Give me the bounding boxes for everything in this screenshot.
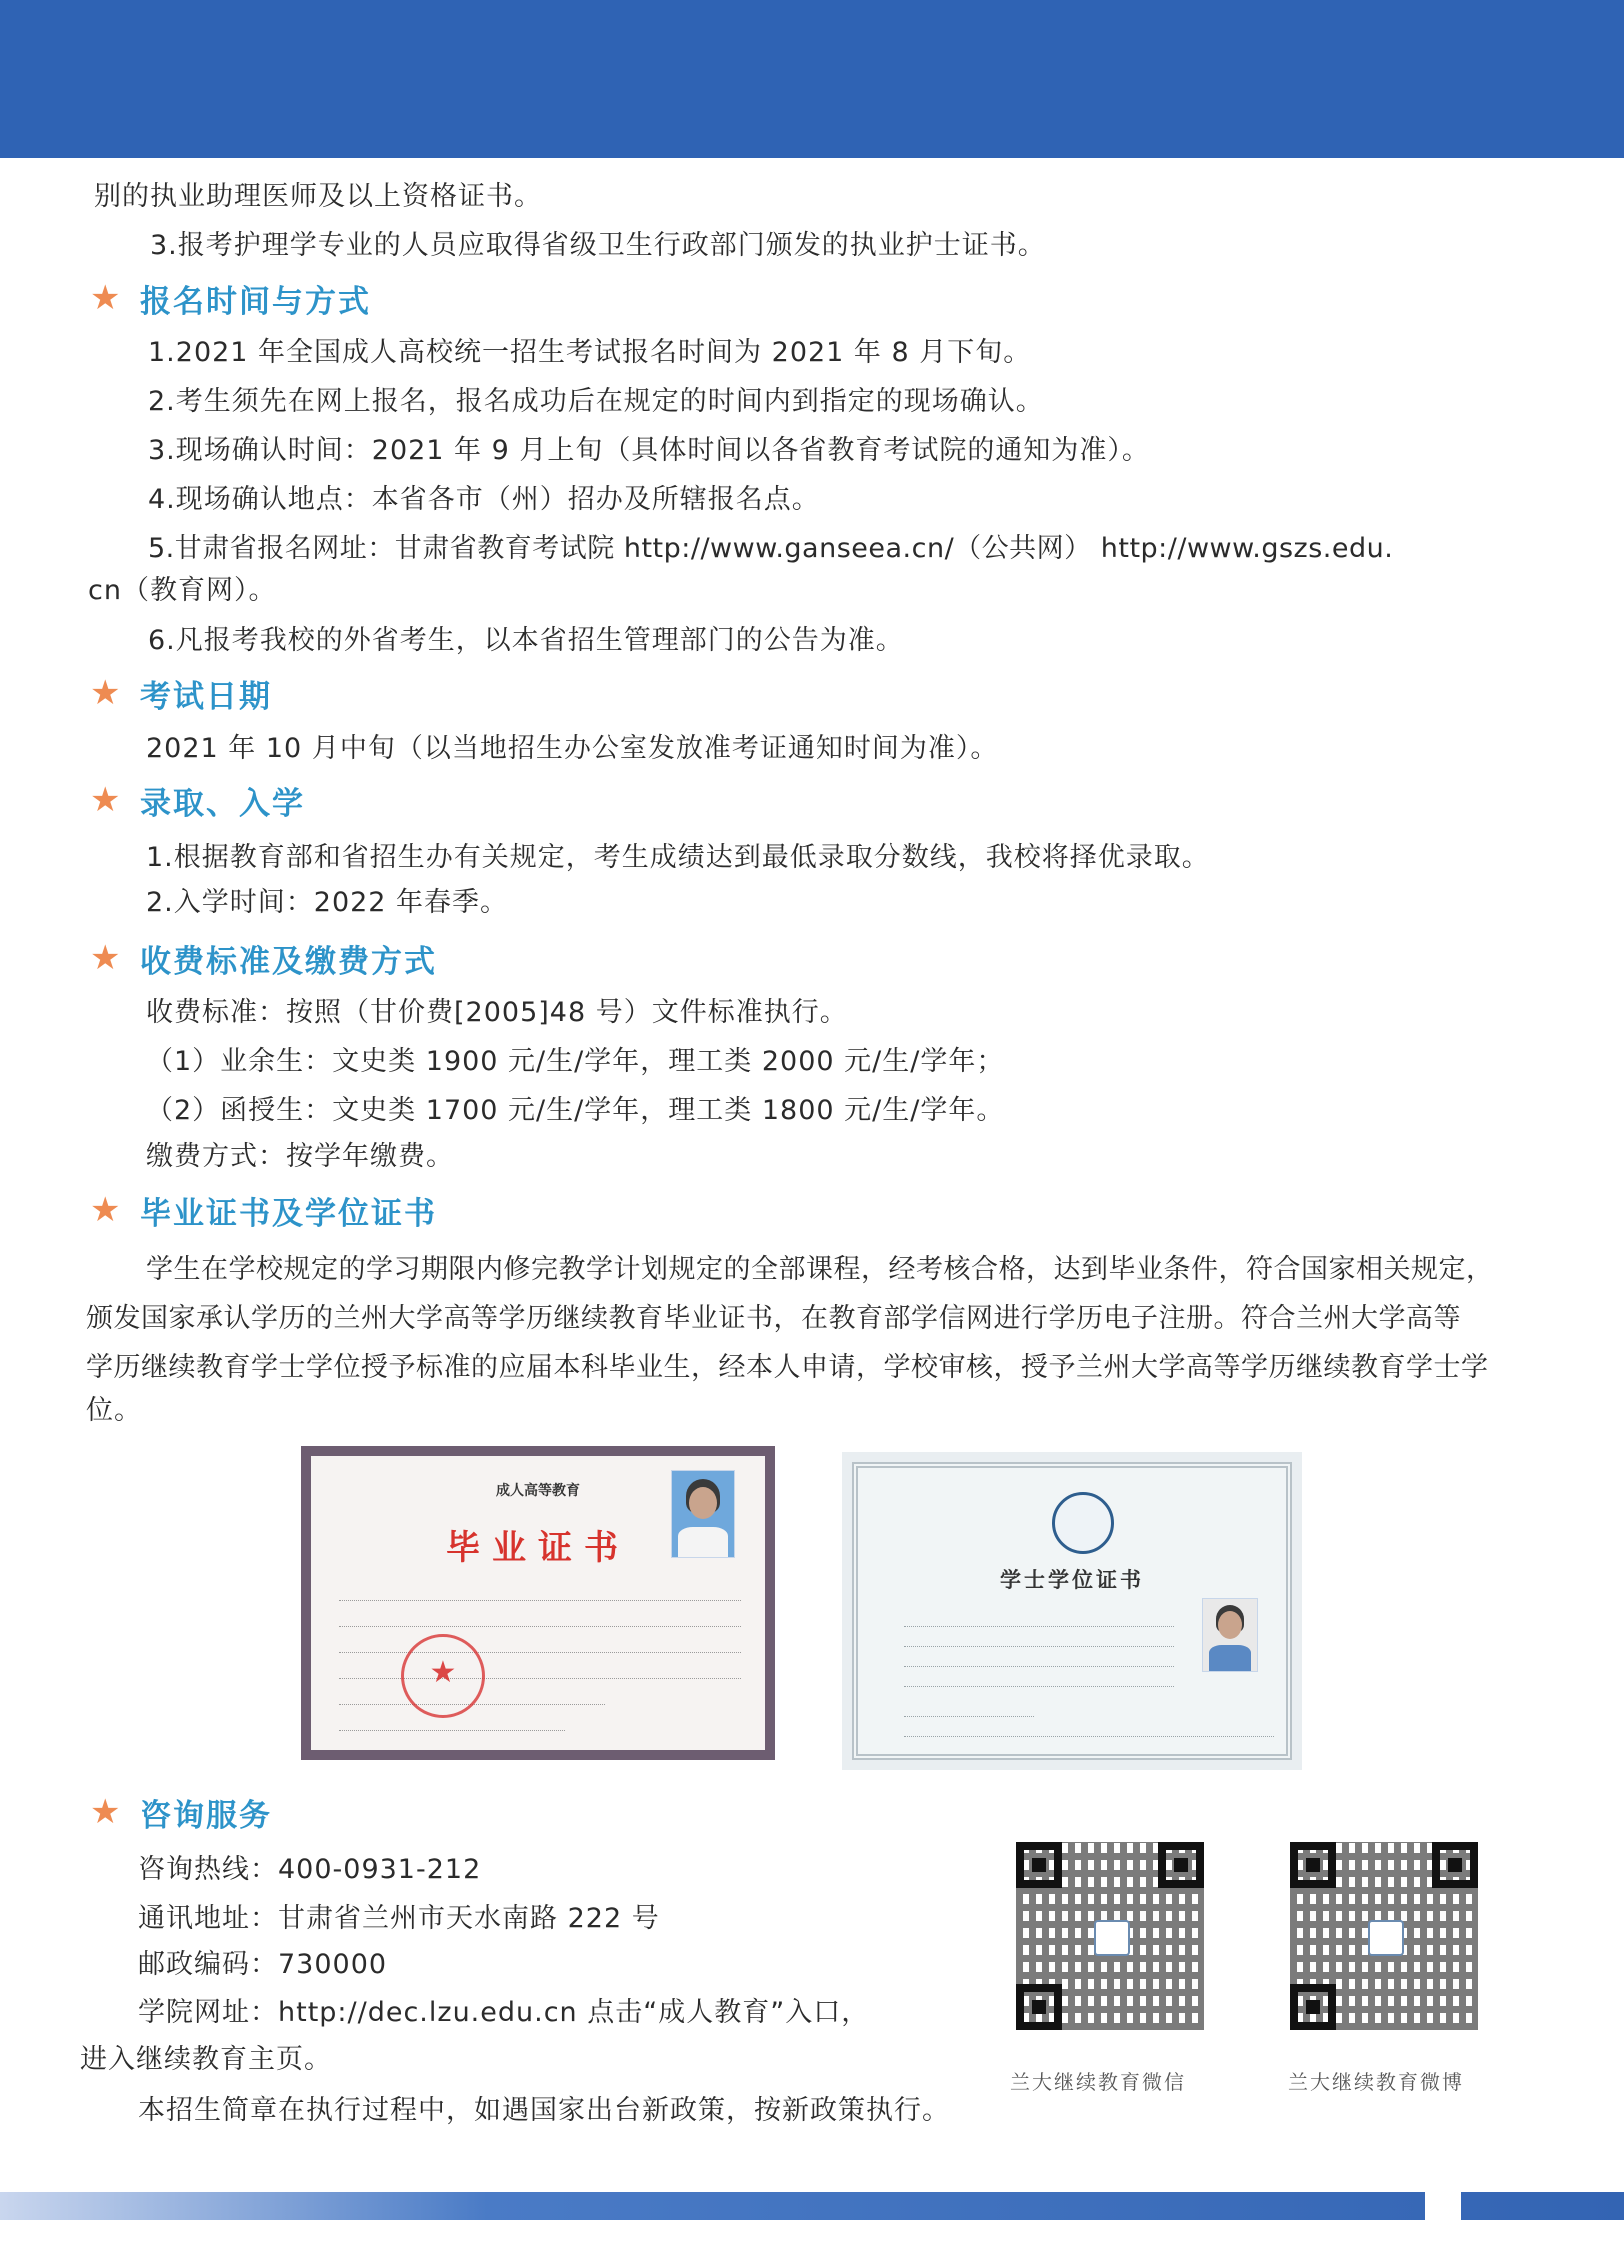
website-text: 学院网址：http://dec.lzu.edu.cn 点击“成人教育”入口， [138,1997,870,2028]
text-line: 1.根据教育部和省招生办有关规定，考生成绩达到最低录取分数线，我校将择优录取。 [146,842,1210,873]
star-icon: ★ [90,1792,121,1832]
text-line: （1）业余生：文史类 1900 元/生/学年，理工类 2000 元/生/学年； [146,1046,1005,1077]
logo-icon [1368,1920,1404,1956]
star-icon: ★ [90,938,121,978]
wechat-qr-caption: 兰大继续教育微信 [1010,2070,1186,2094]
section-title: 报名时间与方式 [140,283,371,320]
text-line: 1.2021 年全国成人高校统一招生考试报名时间为 2021 年 8 月下旬。 [148,337,1032,368]
certificate-subtitle: 成人高等教育 [496,1483,580,1499]
text-line: 进入继续教育主页。 [80,2044,332,2075]
weibo-qr-code [1290,1842,1478,2030]
hotline-text: 咨询热线：400-0931-212 [138,1854,482,1885]
address-text: 通讯地址：甘肃省兰州市天水南路 222 号 [138,1903,660,1934]
degree-certificate-image [842,1452,1302,1770]
text-line: 2021 年 10 月中旬（以当地招生办公室发放准考证通知时间为准）。 [146,733,999,764]
text-line: 位。 [86,1395,142,1426]
section-title: 录取、入学 [140,785,305,822]
text-line: 3.现场确认时间：2021 年 9 月上旬（具体时间以各省教育考试院的通知为准）。 [148,435,1150,466]
text-line: 收费标准：按照（甘价费[2005]48 号）文件标准执行。 [146,997,848,1028]
red-seal-icon: ★ [401,1634,485,1718]
star-icon: ★ [90,780,121,820]
top-color-band [0,0,1624,158]
section-title: 咨询服务 [140,1797,272,1834]
text-line: 3.报考护理学专业的人员应取得省级卫生行政部门颁发的执业护士证书。 [150,230,1046,261]
section-heading-certificates [90,1190,437,1230]
logo-icon [1094,1920,1130,1956]
star-icon: ★ [90,1190,121,1230]
section-title: 考试日期 [140,678,272,715]
text-line: 学生在学校规定的学习期限内修完教学计划规定的全部课程，经考核合格，达到毕业条件，符合国家相关规定， [146,1254,1494,1285]
bottom-color-band [0,2192,1624,2220]
section-heading-registration [90,278,371,318]
text-line: 颁发国家承认学历的兰州大学高等学历继续教育毕业证书，在教育部学信网进行学历电子注册。符合兰州大学高等 [86,1303,1461,1334]
section-heading-consulting [90,1792,272,1832]
text-line: 缴费方式：按学年缴费。 [146,1141,454,1172]
text-line: （2）函授生：文史类 1700 元/生/学年，理工类 1800 元/生/学年。 [146,1095,1005,1126]
section-heading-admission [90,780,305,820]
band-gap [1425,2188,1461,2224]
star-icon: ★ [90,278,121,318]
photo [671,1470,735,1558]
text-line: 4.现场确认地点：本省各市（州）招办及所辖报名点。 [148,484,820,515]
section-heading-exam-date [90,673,272,713]
certificate-title: 学士学位证书 [1000,1567,1144,1592]
text-line: cn（教育网）。 [88,575,277,606]
text-line: 别的执业助理医师及以上资格证书。 [94,181,542,212]
text-line: 本招生简章在执行过程中，如遇国家出台新政策，按新政策执行。 [138,2095,950,2126]
text-line: 6.凡报考我校的外省考生，以本省招生管理部门的公告为准。 [148,625,904,656]
text-line: 2.入学时间：2022 年春季。 [146,887,509,918]
weibo-qr-caption: 兰大继续教育微博 [1288,2070,1464,2094]
photo [1202,1598,1258,1672]
certificate-title: 毕业证书 [446,1528,630,1568]
star-icon: ★ [90,673,121,713]
section-heading-fees [90,938,437,978]
text-line: 5.甘肃省报名网址：甘肃省教育考试院 http://www.ganseea.cn/（公共网） http://www.gszs.edu. [148,533,1394,564]
section-title: 收费标准及缴费方式 [140,943,437,980]
graduation-certificate-image [301,1446,775,1760]
postcode-text: 邮政编码：730000 [138,1949,388,1980]
university-emblem-icon [1052,1492,1114,1554]
section-title: 毕业证书及学位证书 [140,1195,437,1232]
text-line: 学历继续教育学士学位授予标准的应届本科毕业生，经本人申请，学校审核，授予兰州大学高等学历继续教育学士学 [86,1352,1489,1383]
wechat-qr-code [1016,1842,1204,2030]
text-line: 2.考生须先在网上报名，报名成功后在规定的时间内到指定的现场确认。 [148,386,1044,417]
